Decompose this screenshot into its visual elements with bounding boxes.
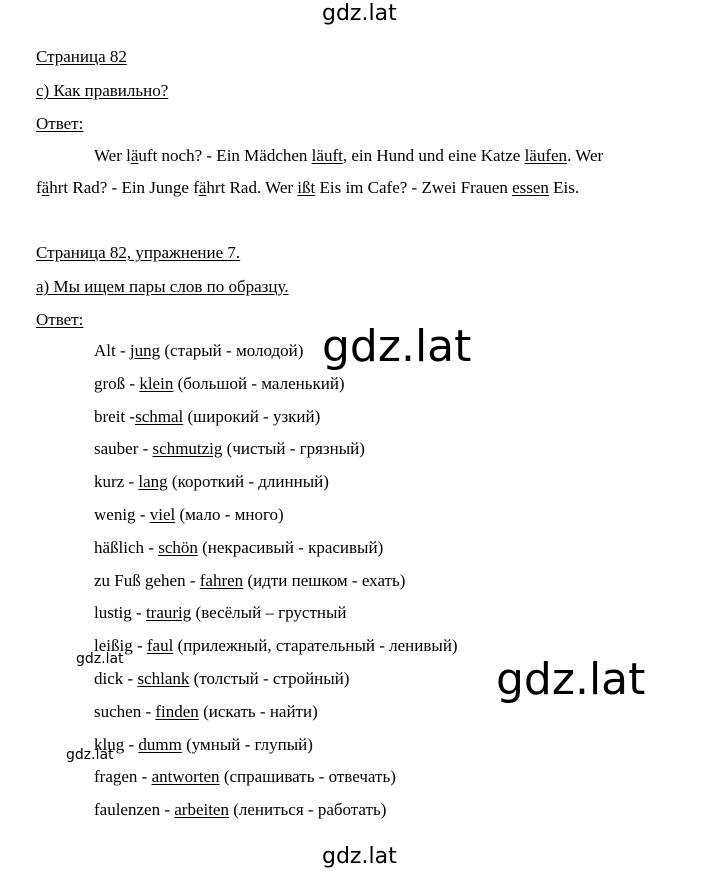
answer-paragraph-line-1 <box>94 146 684 166</box>
word: kurz - <box>94 472 139 491</box>
page-heading: Страница 82 <box>36 47 127 66</box>
list-item <box>94 341 303 361</box>
text-segment: Eis. <box>548 178 580 197</box>
underlined-text: ißt <box>297 178 316 197</box>
antonym-word: faul <box>146 636 174 655</box>
answer-paragraph-line-2 <box>36 178 579 198</box>
translation: (лениться - работать) <box>228 800 387 819</box>
translation: (весёлый – грустный <box>191 603 347 622</box>
translation: (спрашивать - отвечать) <box>219 767 396 786</box>
list-item <box>94 472 329 492</box>
translation: (чистый - грязный) <box>222 439 365 458</box>
list-item <box>94 571 405 591</box>
word: wenig - <box>94 505 150 524</box>
underlined-text: ä <box>41 178 50 197</box>
list-item <box>94 702 318 722</box>
word: lustig - <box>94 603 146 622</box>
antonym-word: schmutzig <box>152 439 223 458</box>
antonym-word: traurig <box>145 603 192 622</box>
list-item <box>94 735 313 755</box>
antonym-word: arbeiten <box>174 800 229 819</box>
word: zu Fuß gehen - <box>94 571 200 590</box>
translation: (старый - молодой) <box>160 341 304 360</box>
watermark-large-2: gdz.lat <box>496 654 646 705</box>
word: häßlich - <box>94 538 159 557</box>
text-segment: Wer l <box>94 146 131 165</box>
list-item <box>94 505 284 525</box>
list-item <box>94 603 347 623</box>
antonym-word: lang <box>138 472 168 491</box>
word: breit - <box>94 407 136 426</box>
translation: (некрасивый - красивый) <box>197 538 384 557</box>
text-segment: Eis im Cafe? - Zwei Frauen <box>315 178 513 197</box>
list-item <box>94 439 365 459</box>
list-item <box>94 669 349 689</box>
list-item <box>94 636 458 656</box>
text-segment: hrt Rad? - Ein Junge f <box>49 178 199 197</box>
antonym-word: schmal <box>135 407 184 426</box>
translation: (умный - глупый) <box>181 735 313 754</box>
antonym-word: viel <box>149 505 176 524</box>
antonym-word: antworten <box>151 767 220 786</box>
translation: (мало - много) <box>175 505 284 524</box>
watermark-large-1: gdz.lat <box>322 321 472 372</box>
text-segment: uft noch? - Ein Mädchen <box>138 146 312 165</box>
list-item <box>94 538 383 558</box>
text-segment: . Wer <box>567 146 604 165</box>
underlined-text: läuft <box>311 146 343 165</box>
translation: (большой - маленький) <box>173 374 345 393</box>
translation: (прилежный, старательный - ленивый) <box>173 636 458 655</box>
translation: (широкий - узкий) <box>183 407 321 426</box>
translation: (короткий - длинный) <box>167 472 329 491</box>
antonym-word: schön <box>158 538 198 557</box>
word: leißig - <box>94 636 147 655</box>
underlined-text: ä <box>198 178 207 197</box>
word: sauber - <box>94 439 153 458</box>
text-segment: hrt Rad. Wer <box>206 178 298 197</box>
answer-label: Ответ: <box>36 114 84 133</box>
word: dick - <box>94 669 138 688</box>
word: klug - <box>94 735 139 754</box>
translation: (искать - найти) <box>198 702 318 721</box>
word: Alt - <box>94 341 130 360</box>
antonym-word: klein <box>139 374 174 393</box>
antonym-word: fahren <box>199 571 244 590</box>
word: fragen - <box>94 767 152 786</box>
word: suchen - <box>94 702 156 721</box>
underlined-text: ä <box>130 146 139 165</box>
antonym-word: finden <box>155 702 199 721</box>
text-segment: f <box>36 178 42 197</box>
translation: (идти пешком - ехать) <box>243 571 406 590</box>
task-heading-2: а) Мы ищем пары слов по образцу. <box>36 277 289 296</box>
antonym-word: jung <box>129 341 161 360</box>
underlined-text: essen <box>512 178 549 197</box>
watermark-small-2: gdz.lat <box>66 747 114 763</box>
list-item <box>94 800 386 820</box>
watermark-top: gdz.lat <box>322 1 397 26</box>
answer-label-2: Ответ: <box>36 310 84 329</box>
antonym-word: schlank <box>137 669 190 688</box>
antonym-word: dumm <box>138 735 182 754</box>
word: faulenzen - <box>94 800 175 819</box>
watermark-bottom: gdz.lat <box>322 844 397 869</box>
exercise-heading: Страница 82, упражнение 7. <box>36 243 241 262</box>
list-item <box>94 374 345 394</box>
translation: (толстый - стройный) <box>189 669 350 688</box>
word: groß - <box>94 374 140 393</box>
task-heading: c) Как правильно? <box>36 81 169 100</box>
watermark-small-1: gdz.lat <box>76 651 124 667</box>
underlined-text: läufen <box>524 146 568 165</box>
list-item <box>94 407 320 427</box>
list-item <box>94 767 396 787</box>
text-segment: , ein Hund und eine Katze <box>342 146 525 165</box>
